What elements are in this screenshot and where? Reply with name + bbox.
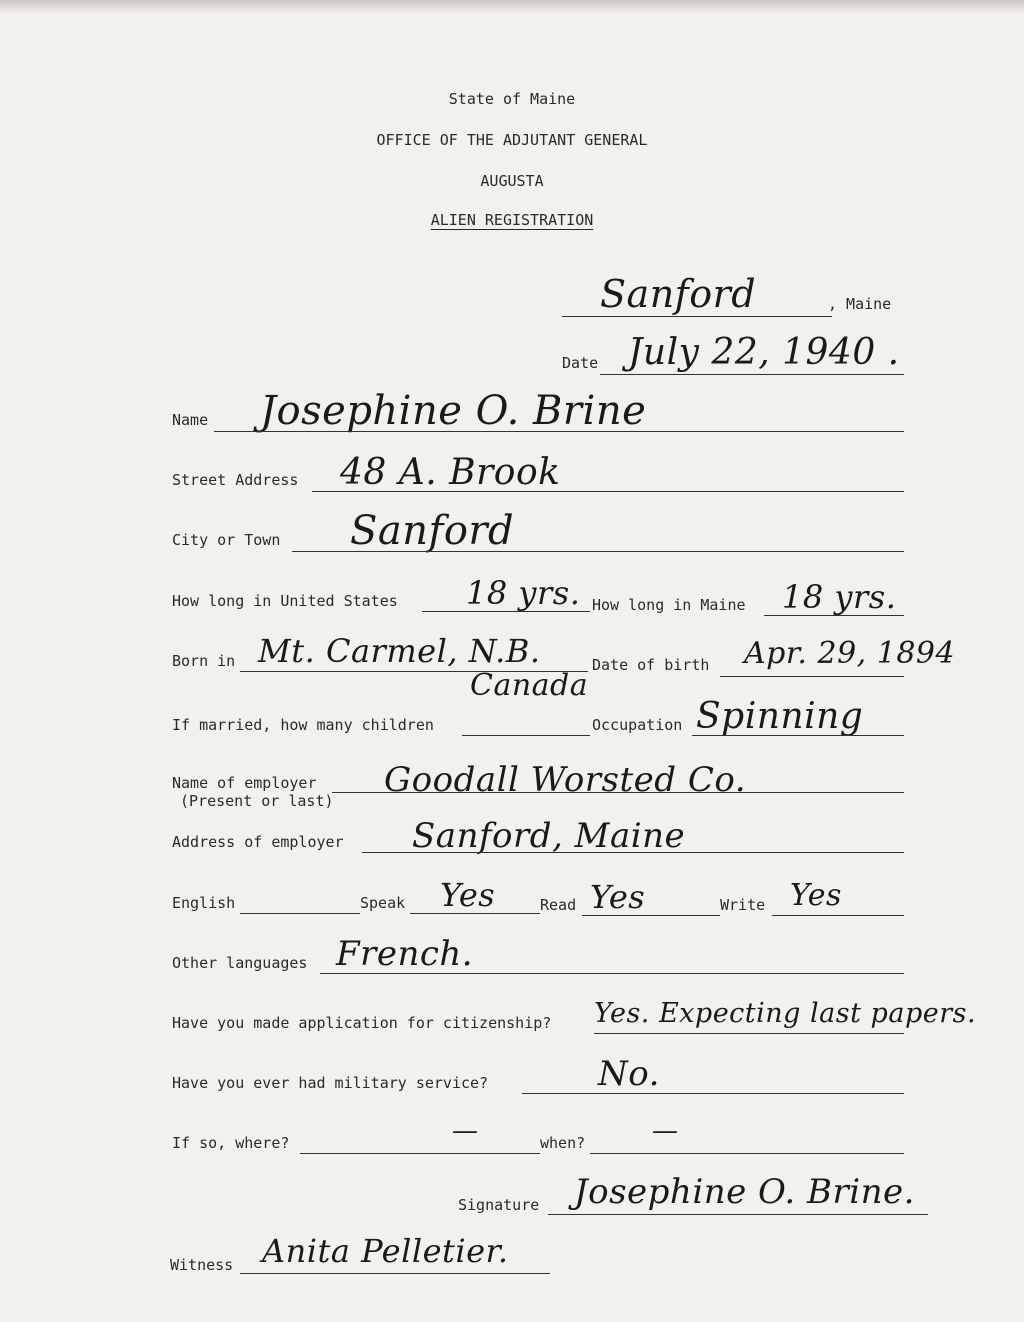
name-label: Name [172,411,209,429]
employer-line [332,792,904,793]
employer-sub-label: (Present or last) [180,792,334,810]
military-label: Have you ever had military service? [172,1074,489,1092]
write-value: Yes [790,878,842,913]
date-line [600,374,904,375]
date-value: July 22, 1940 . [628,332,900,373]
employer-address-line [362,852,904,853]
street-value: 48 A. Brook [340,452,561,493]
employer-address-value: Sanford, Maine [412,816,686,856]
header-office: OFFICE OF THE ADJUTANT GENERAL [376,131,648,149]
speak-value: Yes [440,876,496,914]
employer-address-label: Address of employer [172,833,344,851]
dob-line [720,676,904,677]
city-label: City or Town [172,531,281,549]
employer-value: Goodall Worsted Co. [384,760,747,800]
name-line [214,431,904,432]
dob-label: Date of birth [592,656,710,674]
witness-label: Witness [170,1256,234,1274]
military-line [522,1093,904,1094]
born-in-value: Mt. Carmel, N.B. [258,632,541,670]
occupation-line [692,735,904,736]
english-line [240,913,360,914]
occupation-label: Occupation [592,716,683,734]
when-line [590,1153,904,1154]
how-long-maine-label: How long in Maine [592,596,746,614]
town-line [562,316,832,317]
town-value: Sanford [600,272,757,316]
write-label: Write [720,896,766,914]
military-value: No. [598,1054,660,1094]
form-title: ALIEN REGISTRATION [430,211,594,229]
occupation-value: Spinning [696,696,864,737]
scan-edge [0,0,1024,14]
years-maine-value: 18 yrs. [782,578,897,616]
speak-line [410,913,540,914]
where-value: — [452,1116,479,1146]
other-languages-value: French. [336,934,474,974]
signature-label: Signature [458,1196,540,1214]
city-value: Sanford [350,508,515,554]
witness-value: Anita Pelletier. [262,1232,509,1270]
read-line [582,915,720,916]
if-so-label: If so, where? [172,1134,290,1152]
dob-value: Apr. 29, 1894 [744,636,956,671]
date-label: Date [562,354,599,372]
born-country-value: Canada [470,668,589,703]
where-line [300,1153,540,1154]
citizenship-line [594,1033,904,1034]
born-in-label: Born in [172,652,236,670]
signature-value: Josephine O. Brine. [574,1172,915,1212]
maine-label: , Maine [828,295,892,313]
read-value: Yes [590,878,646,916]
header-city: AUGUSTA [480,172,544,190]
when-label: when? [540,1134,586,1152]
header-title-wrap [0,211,1024,229]
write-line [772,915,904,916]
years-us-line [422,611,590,612]
when-value: — [652,1116,679,1146]
street-label: Street Address [172,471,299,489]
witness-line [240,1273,550,1274]
citizenship-label: Have you made application for citizenship? [172,1014,552,1032]
city-line [292,551,904,552]
english-label: English [172,894,236,912]
children-line [462,735,590,736]
name-value: Josephine O. Brine [260,388,647,434]
street-line [312,491,904,492]
signature-line [548,1214,928,1215]
other-languages-label: Other languages [172,954,308,972]
other-languages-line [320,973,904,974]
employer-label: Name of employer [172,774,317,792]
citizenship-value: Yes. Expecting last papers. [594,998,977,1029]
years-maine-line [764,615,904,616]
married-label: If married, how many children [172,716,434,734]
header-state: State of Maine [448,90,576,108]
how-long-us-label: How long in United States [172,592,398,610]
speak-label: Speak [360,894,406,912]
read-label: Read [540,896,577,914]
years-us-value: 18 yrs. [466,574,581,612]
